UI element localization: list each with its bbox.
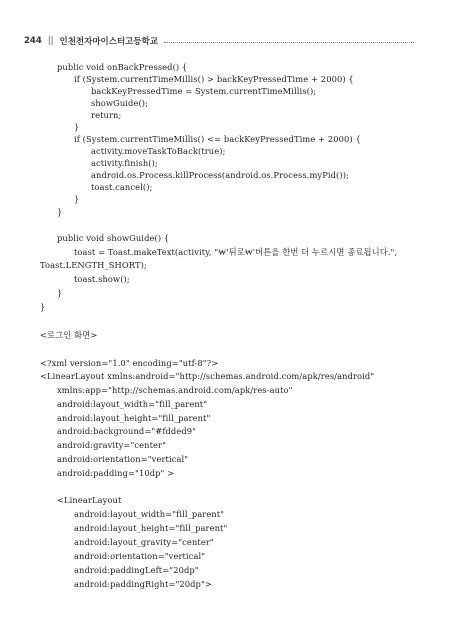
code-line: public void onBackPressed() { xyxy=(57,62,188,72)
code-line: } xyxy=(74,194,80,204)
header-separator: || xyxy=(47,36,54,46)
code-line: } xyxy=(40,302,46,312)
code-line: if (System.currentTimeMillis() <= backKeyPressedTime + 2000) { xyxy=(74,134,361,144)
code-line: toast = Toast.makeText(activity, "₩'뒤로₩'버튼을 한번 더 누르시면 종료됩니다.", xyxy=(74,247,398,257)
code-line: android:layout_height="fill_parent" xyxy=(74,523,228,533)
code-line: return; xyxy=(91,110,122,120)
code-line: public void showGuide() { xyxy=(57,233,170,243)
page-header xyxy=(24,34,414,48)
code-line: } xyxy=(57,288,63,298)
code-line: <?xml version="1.0" encoding="utf-8"?> xyxy=(40,358,219,368)
code-line: toast.cancel(); xyxy=(91,182,153,192)
code-line: android:layout_height="fill_parent" xyxy=(57,413,211,423)
code-line: android:layout_gravity="center" xyxy=(74,537,214,547)
code-line: android:paddingLeft="20dp" xyxy=(74,565,199,575)
code-line: android:background="#fdded9" xyxy=(57,426,197,436)
code-line: xmlns:app="http://schemas.android.com/apk/res-auto" xyxy=(57,385,293,395)
header-dotted-rule xyxy=(164,41,414,43)
code-line: } xyxy=(57,207,63,217)
code-line: android:orientation="vertical" xyxy=(74,551,206,561)
code-line: showGuide(); xyxy=(91,98,149,108)
code-line: android.os.Process.killProcess(android.os.Process.myPid()); xyxy=(91,170,349,180)
code-line: android:paddingRight="20dp"> xyxy=(74,579,212,589)
code-line: toast.show(); xyxy=(74,274,130,284)
code-line: android:layout_width="fill_parent" xyxy=(74,509,225,519)
code-line: android:gravity="center" xyxy=(57,440,167,450)
code-line: Toast.LENGTH_SHORT); xyxy=(40,260,147,270)
code-line: android:orientation="vertical" xyxy=(57,454,189,464)
school-name: 인천전자마이스터고등학교 xyxy=(59,37,159,47)
section-label: <로그인 화면> xyxy=(40,330,98,340)
code-line: backKeyPressedTime = System.currentTimeMillis(); xyxy=(91,86,317,96)
code-line: android:padding="10dp" > xyxy=(57,468,175,478)
code-line: android:layout_width="fill_parent" xyxy=(57,399,208,409)
code-line: <LinearLayout xyxy=(57,495,122,505)
code-line: } xyxy=(74,122,80,132)
code-line: if (System.currentTimeMillis() > backKeyPressedTime + 2000) { xyxy=(74,74,354,84)
code-line: activity.moveTaskToBack(true); xyxy=(91,146,226,156)
page-number: 244 xyxy=(24,36,42,46)
code-line: <LinearLayout xmlns:android="http://schemas.android.com/apk/res/android" xyxy=(40,371,375,381)
code-line: activity.finish(); xyxy=(91,158,158,168)
